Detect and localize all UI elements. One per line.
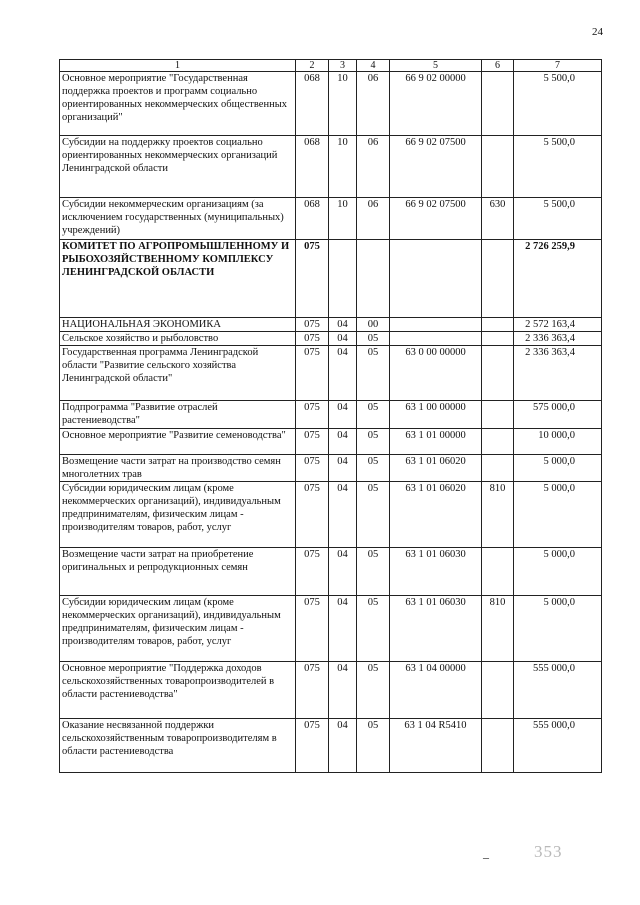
row-value-cell: 04 — [329, 429, 357, 455]
row-value-cell — [390, 332, 482, 346]
table-row — [60, 198, 602, 240]
row-value-cell: 2 572 163,4 — [514, 318, 602, 332]
row-value-cell: 068 — [296, 72, 329, 136]
row-value-cell: 05 — [357, 429, 390, 455]
row-value-cell: 555 000,0 — [514, 662, 602, 719]
row-value-cell: 5 000,0 — [514, 482, 602, 548]
row-value-cell: 04 — [329, 596, 357, 662]
row-value-cell: 075 — [296, 429, 329, 455]
row-value-cell: 66 9 02 07500 — [390, 136, 482, 198]
row-name-cell: Субсидии некоммерческим организациям (за исключением государственных (муниципальных) учреждений) — [60, 198, 296, 240]
table-row — [60, 72, 602, 136]
row-value-cell: 63 1 01 06020 — [390, 455, 482, 482]
row-value-cell: 66 9 02 00000 — [390, 72, 482, 136]
row-value-cell — [482, 346, 514, 401]
page-stamp: 353 — [534, 842, 563, 861]
row-value-cell: 06 — [357, 136, 390, 198]
row-value-cell: 00 — [357, 318, 390, 332]
table-row — [60, 240, 602, 318]
row-value-cell: 05 — [357, 662, 390, 719]
table-row — [60, 719, 602, 773]
row-value-cell: 63 1 04 R5410 — [390, 719, 482, 773]
row-value-cell: 5 000,0 — [514, 455, 602, 482]
row-value-cell: 075 — [296, 719, 329, 773]
table-row — [60, 482, 602, 548]
row-value-cell: 630 — [482, 198, 514, 240]
row-value-cell: 04 — [329, 662, 357, 719]
row-value-cell — [482, 548, 514, 596]
row-value-cell: 04 — [329, 719, 357, 773]
row-value-cell: 04 — [329, 332, 357, 346]
table-row — [60, 136, 602, 198]
row-value-cell — [482, 136, 514, 198]
row-value-cell — [482, 240, 514, 318]
row-value-cell — [357, 240, 390, 318]
row-value-cell: 810 — [482, 596, 514, 662]
row-value-cell — [390, 240, 482, 318]
column-header: 6 — [482, 60, 514, 72]
table-row — [60, 596, 602, 662]
table-row — [60, 548, 602, 596]
row-name-cell: НАЦИОНАЛЬНАЯ ЭКОНОМИКА — [60, 318, 296, 332]
row-value-cell: 075 — [296, 346, 329, 401]
row-value-cell — [482, 332, 514, 346]
row-value-cell: 2 336 363,4 — [514, 332, 602, 346]
row-value-cell: 075 — [296, 455, 329, 482]
column-header: 2 — [296, 60, 329, 72]
row-value-cell: 63 1 00 00000 — [390, 401, 482, 429]
row-value-cell: 05 — [357, 346, 390, 401]
row-value-cell: 075 — [296, 318, 329, 332]
row-name-cell: Основное мероприятие "Развитие семеноводства" — [60, 429, 296, 455]
row-value-cell — [482, 662, 514, 719]
column-header: 1 — [60, 60, 296, 72]
row-value-cell: 05 — [357, 482, 390, 548]
row-value-cell: 5 500,0 — [514, 72, 602, 136]
row-value-cell: 068 — [296, 136, 329, 198]
row-value-cell: 810 — [482, 482, 514, 548]
row-value-cell: 075 — [296, 240, 329, 318]
row-value-cell: 04 — [329, 548, 357, 596]
row-value-cell: 10 — [329, 198, 357, 240]
row-value-cell: 575 000,0 — [514, 401, 602, 429]
row-value-cell: 075 — [296, 482, 329, 548]
row-value-cell: 63 0 00 00000 — [390, 346, 482, 401]
row-value-cell: 63 1 01 06030 — [390, 596, 482, 662]
row-value-cell: 5 500,0 — [514, 136, 602, 198]
row-value-cell: 05 — [357, 455, 390, 482]
table-row — [60, 332, 602, 346]
table-row — [60, 346, 602, 401]
table-row — [60, 455, 602, 482]
row-value-cell: 06 — [357, 198, 390, 240]
column-header: 7 — [514, 60, 602, 72]
row-value-cell: 05 — [357, 332, 390, 346]
row-name-cell: Сельское хозяйство и рыболовство — [60, 332, 296, 346]
row-value-cell: 10 000,0 — [514, 429, 602, 455]
row-value-cell — [482, 455, 514, 482]
row-value-cell — [329, 240, 357, 318]
table-row — [60, 318, 602, 332]
row-value-cell — [482, 719, 514, 773]
row-name-cell: Субсидии на поддержку проектов социально ориентированных некоммерческих организаций Ленинградской области — [60, 136, 296, 198]
row-name-cell: Возмещение части затрат на производство семян многолетних трав — [60, 455, 296, 482]
row-value-cell: 075 — [296, 401, 329, 429]
row-value-cell: 5 000,0 — [514, 596, 602, 662]
row-value-cell: 05 — [357, 596, 390, 662]
row-value-cell — [482, 401, 514, 429]
row-value-cell: 04 — [329, 318, 357, 332]
row-value-cell: 2 336 363,4 — [514, 346, 602, 401]
column-header: 4 — [357, 60, 390, 72]
row-name-cell: Субсидии юридическим лицам (кроме некоммерческих организаций), индивидуальным предпринимателям, физическим лицам - производителям товаров, работ, услуг — [60, 482, 296, 548]
row-value-cell: 05 — [357, 401, 390, 429]
row-value-cell: 04 — [329, 401, 357, 429]
page-number: 24 — [592, 26, 603, 38]
row-value-cell: 068 — [296, 198, 329, 240]
row-value-cell: 04 — [329, 346, 357, 401]
table-row — [60, 401, 602, 429]
row-value-cell: 04 — [329, 482, 357, 548]
row-value-cell: 5 000,0 — [514, 548, 602, 596]
row-value-cell: 075 — [296, 332, 329, 346]
column-header: 5 — [390, 60, 482, 72]
row-value-cell — [482, 318, 514, 332]
row-value-cell: 5 500,0 — [514, 198, 602, 240]
row-name-cell: Субсидии юридическим лицам (кроме некоммерческих организаций), индивидуальным предпринимателям, физическим лицам - производителям товаров, работ, услуг — [60, 596, 296, 662]
row-value-cell — [390, 318, 482, 332]
row-name-cell: Оказание несвязанной поддержки сельскохозяйственным товаропроизводителям в области растениеводства — [60, 719, 296, 773]
row-name-cell: Возмещение части затрат на приобретение оригинальных и репродукционных семян — [60, 548, 296, 596]
row-name-cell: Основное мероприятие "Государственная поддержка проектов и программ социально ориентированных некоммерческих общественных организаций" — [60, 72, 296, 136]
row-value-cell: 2 726 259,9 — [514, 240, 602, 318]
table-row — [60, 662, 602, 719]
column-header: 3 — [329, 60, 357, 72]
table-row — [60, 429, 602, 455]
row-value-cell: 075 — [296, 662, 329, 719]
row-value-cell: 63 1 04 00000 — [390, 662, 482, 719]
row-value-cell: 63 1 01 06030 — [390, 548, 482, 596]
row-value-cell — [482, 72, 514, 136]
header-row — [60, 60, 602, 72]
row-value-cell: 06 — [357, 72, 390, 136]
row-name-cell: КОМИТЕТ ПО АГРОПРОМЫШЛЕННОМУ И РЫБОХОЗЯЙСТВЕННОМУ КОМПЛЕКСУ ЛЕНИНГРАДСКОЙ ОБЛАСТИ — [60, 240, 296, 318]
row-value-cell: 05 — [357, 548, 390, 596]
row-name-cell: Государственная программа Ленинградской области "Развитие сельского хозяйства Ленинградской области" — [60, 346, 296, 401]
row-value-cell: 04 — [329, 455, 357, 482]
row-value-cell: 075 — [296, 596, 329, 662]
row-value-cell: 63 1 01 00000 — [390, 429, 482, 455]
row-value-cell: 10 — [329, 136, 357, 198]
row-name-cell: Подпрограмма "Развитие отраслей растениеводства" — [60, 401, 296, 429]
row-value-cell: 63 1 01 06020 — [390, 482, 482, 548]
row-value-cell: 075 — [296, 548, 329, 596]
footer-dash: – — [483, 850, 489, 864]
row-value-cell: 66 9 02 07500 — [390, 198, 482, 240]
row-value-cell: 555 000,0 — [514, 719, 602, 773]
row-value-cell: 05 — [357, 719, 390, 773]
row-value-cell — [482, 429, 514, 455]
row-name-cell: Основное мероприятие "Поддержка доходов сельскохозяйственных товаропроизводителей в области растениеводства" — [60, 662, 296, 719]
row-value-cell: 10 — [329, 72, 357, 136]
budget-table — [59, 59, 602, 773]
